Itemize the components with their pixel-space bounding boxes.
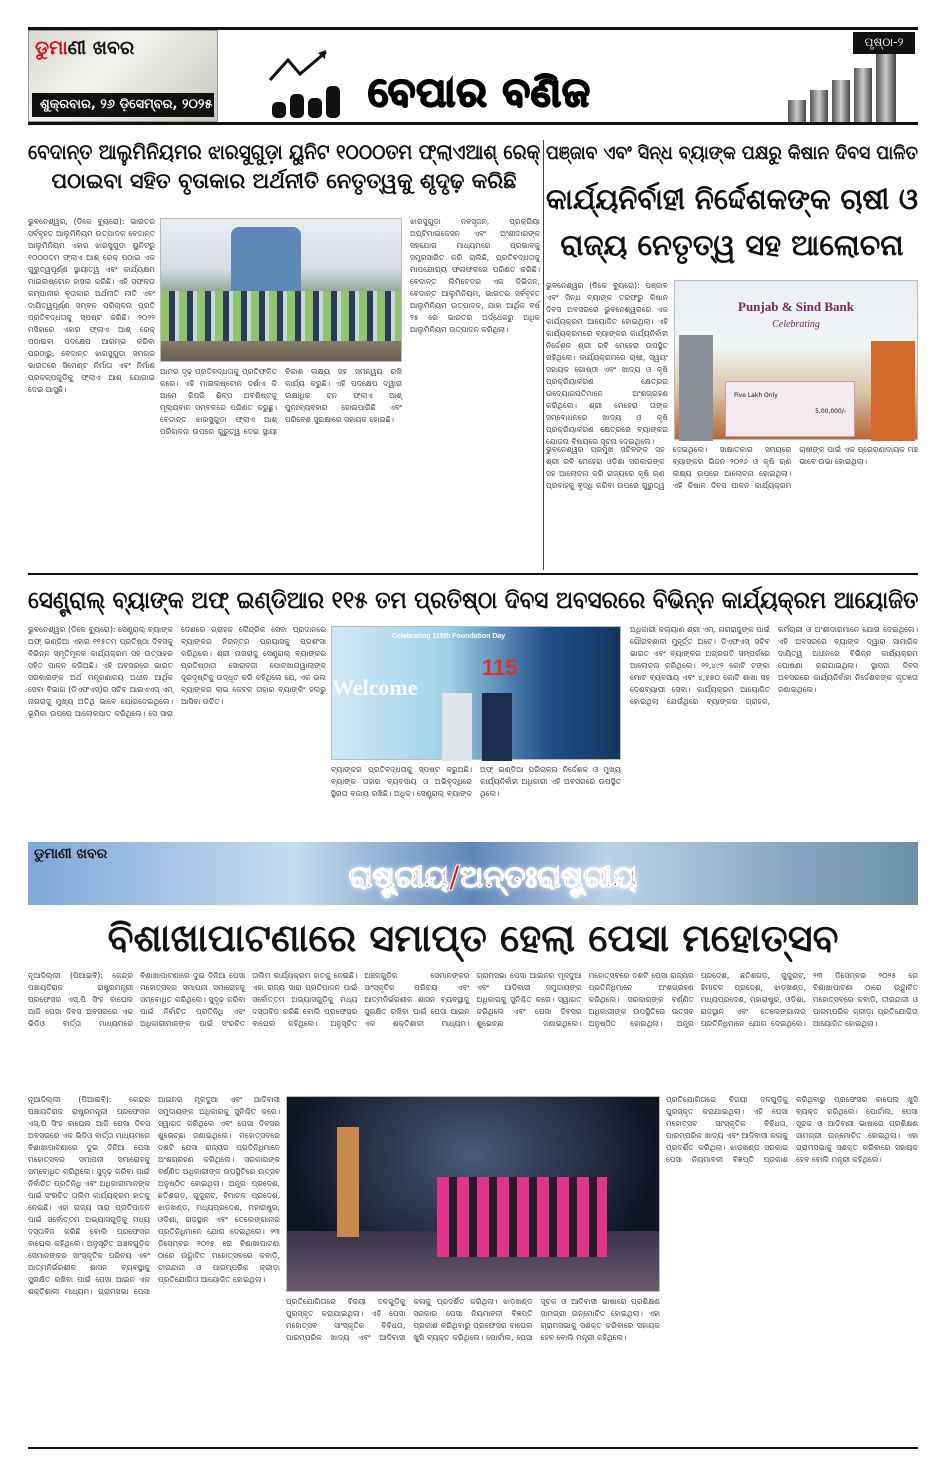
masthead-brand-box — [28, 30, 218, 122]
pesa-article-body-right: ପ୍ରତିଯୋଗିତାରେ ବିଜୟୀ ଦଳଗୁଡ଼ିକୁ ପୁରସ୍କୃତ କରାଯାଇଥିଲା। ଏହି ପେସା ମହୋତ୍ସବ ସାଂସ୍କୃତିକ ବିବିଧତା, ପାରମ୍ପରିକ ଖାଦ୍ୟ ଏବଂ ଆଦିବାସୀ କଳାକୁ ପ୍ରଦର୍ଶିତ କରିଥିଲା। ଝାଡ଼ଖଣ୍ଡ ସରକାର ପେସା ନିୟମାବଳୀ ବିଜ୍ଞପ୍ତି ପ୍ରକାଶ କରିଥିବାରୁ ପ୍ରଫେସର ବାଘେଲ ଖୁସି ବ୍ୟକ୍ତ କରିଥିଲେ। ପୋର୍ଟାଲ, ପେସା ସୂଚକ ଓ ଆଦିବାସୀ ଭାଷାରେ ପ୍ରଶିକ୍ଷଣ ସାମଗ୍ରୀ ଉନ୍ମୋଚିତ ହୋଇଥିଲା। ଏହା ଗ୍ରାମସଭାକୁ ସଶକ୍ତ କରିବାରେ ସହାୟକ ହେବ ବୋଲି ମନ୍ତ୍ରୀ କହିଥିଲେ। — [666, 1095, 918, 1164]
article-cbi-body-left: ଭୁବନେଶ୍ୱର (ଡିକେ ବ୍ୟୁରୋ): ସେଣ୍ଟ୍ରାଲ୍ ବ୍ୟାଙ୍କ ଅଫ୍ ଇଣ୍ଡିଆ ଏହାର ୧୧୫ତମ ପ୍ରତିଷ୍ଠା ଦିବସକୁ ବିଭିନ୍ନ ସ୍ମୃତିମୂଳକ କାର୍ଯ୍ୟକ୍ରମ ସହ ଉତ୍ସାହର ସହିତ ପାଳନ କରିଅଛି। ଏହି ଅବସରରେ ଭାରତ ସରକାରଙ୍କ ଅର୍ଥ ମନ୍ତ୍ରଣାଳୟ ଅଧୀନ ଆର୍ଥିକ ସେବା ବିଭାଗ (ଡିଏଫଏସ୍)ର ସଚିବ ଆଇଏଏସ୍ ଏମ୍ ନାଗରାଜୁ ମୁଖ୍ୟ ଅତିଥି ଭାବେ ଯୋଗଦେଇଥିଲେ। ଭୂମିକା ଉପରେ ଆଲୋକପାତ କରିଥିଲେ। ସେ ସାରା ଦେଶରେ ଗ୍ରାହକ କୈନ୍ଦ୍ରିକ ସେବା ପ୍ରଦାନରେ ବ୍ୟାଙ୍କର ନିରନ୍ତର ପ୍ରୟାସକୁ ପ୍ରଶଂସା କରିଥିଲେ। ଶ୍ରୀ ନାଗରାଜୁ ସେଣ୍ଟ୍ରାଲ୍ ବ୍ୟାଙ୍କର ପ୍ରତିଷ୍ଠାତା ସୋରାବଜୀ ପୋଚଖାନାୱାଲାଙ୍କ ଦୂରଦୃଷ୍ଟିକୁ ଉଦ୍ଧୃତ କରି କହିଥିଲେ ଯେ, ଏକ ଭଲ ବ୍ୟାଙ୍କର ଲାଭ କେବଳ ତାହାର ବ୍ୟାଙ୍କିଂ ହଲରୁ ଆସିବା ଉଚିତ। — [28, 625, 326, 718]
article-psb-photo: Punjab & Sind Bank Celebrating Five Lakh Only 5,00,000/- — [674, 280, 918, 440]
dancers-shape — [437, 1177, 607, 1257]
cheque-board: Five Lakh Only 5,00,000/- — [725, 381, 855, 437]
person-shape — [679, 335, 713, 441]
national-section-banner: ଡୁମାଣୀ ଖବର ରାଷ୍ଟ୍ରୀୟ/ଅନ୍ତଃରାଷ୍ଟ୍ରୀୟ — [28, 842, 918, 905]
article-vedanta-photo — [160, 218, 402, 362]
pesa-festival-photo — [286, 1096, 660, 1292]
page-number-tag: ପୃଷ୍ଠା-୨ — [853, 32, 915, 54]
article-vedanta-headline: ବେଦାନ୍ତ ଆଲୁମିନିୟମର ଝାରସୁଗୁଡ଼ା ୟୁନିଟ ୧୦୦୦ତମ ଫ୍ଲାଏଆଶ୍ ରେକ୍ ପଠାଇବା ସହିତ ବୃତାକାର ଅର୍ଥନୀତି ନେତୃତ୍ୱକୁ ଶୃଦୃଢ଼ କରିଛି — [28, 140, 541, 194]
section-title: ବେପାର ବଣିଜ — [368, 70, 591, 116]
article-vedanta-body-under: ଆମର ଦୃଢ଼ ପ୍ରତିବଦ୍ଧତାକୁ ପ୍ରତିଫଳିତ କରେ। ଏହି ମାଇଲଷ୍ଟୋନ ଦର୍ଶାଏ କି ଆମେ କିପରି ଶିଳ୍ପ ଅବଶିଷ୍ଟକୁ ମୂଲ୍ୟବାନ ସମ୍ବଳରେ ପରିଣତ କରୁଛୁ। ବେଦାନ୍ତ ଝାରସୁଗୁଡ଼ା ଫ୍ଲାଏ ଆଶ୍ ପରିଚାଳନା ଉପରେ ଗୁରୁତ୍ୱ ଦେଇ ସ୍ଥାୟୀ ବିକାଶ ଲକ୍ଷ୍ୟ ସହ ସମନ୍ୱୟ ରଖି କାର୍ଯ୍ୟ କରୁଛି। ଏହି ପଦକ୍ଷେପ ଦ୍ୱାରା ଲକ୍ଷାଧିକ ଟନ ଫ୍ଲାଏ ଆଶ୍ ପୁନଃବ୍ୟବହାର ହୋଇପାରିଛି ଏବଂ ପରିବେଶ ସୁରକ୍ଷାରେ ସହାୟକ ହୋଇଛି। — [160, 367, 402, 436]
person-shape — [482, 693, 512, 761]
article-psb-headline-kicker: ପଞ୍ଜାବ ଏବଂ ସିନ୍ଧ ବ୍ୟାଙ୍କ ପକ୍ଷରୁ କିଷାନ ଦିବସ ପାଳିତ — [546, 142, 918, 164]
bottom-rule — [28, 1447, 918, 1449]
pesa-article-body-under: ପ୍ରତିଯୋଗିତାରେ ବିଜୟୀ ଦଳଗୁଡ଼ିକୁ ପୁରସ୍କୃତ କରାଯାଇଥିଲା। ଏହି ପେସା ମହୋତ୍ସବ ସାଂସ୍କୃତିକ ବିବିଧତା, ପାରମ୍ପରିକ ଖାଦ୍ୟ ଏବଂ ଆଦିବାସୀ କଳାକୁ ପ୍ରଦର୍ଶିତ କରିଥିଲା। ଝାଡ଼ଖଣ୍ଡ ସରକାର ପେସା ନିୟମାବଳୀ ବିଜ୍ଞପ୍ତି ପ୍ରକାଶ କରିଥିବାରୁ ପ୍ରଫେସର ବାଘେଲ ଖୁସି ବ୍ୟକ୍ତ କରିଥିଲେ। ପୋର୍ଟାଲ, ପେସା ସୂଚକ ଓ ଆଦିବାସୀ ଭାଷାରେ ପ୍ରଶିକ୍ଷଣ ସାମଗ୍ରୀ ଉନ୍ମୋଚିତ ହୋଇଥିଲା। ଏହା ଗ୍ରାମସଭାକୁ ସଶକ୍ତ କରିବାରେ ସହାୟକ ହେବ ବୋଲି ମନ୍ତ୍ରୀ କହିଥିଲେ। — [286, 1297, 660, 1342]
article-vedanta-body-left: ଭୁବନେଶ୍ୱର, (ଡିକେ ବ୍ୟୁରୋ): ଭାରତର ସର୍ବବୃହତ ଆଲୁମିନିୟମ ଉତ୍ପାଦକ ବେଦାନ୍ତ ଆଲୁମିନିୟମ ଏହାର ଝାରସୁଗୁଡ଼ା ୟୁନିଟରୁ ୧୦୦୦ତମ ଫ୍ଲାଏ ଆଶ୍ ରେକ୍ ପଠାଇ ଏକ ଗୁରୁତ୍ୱପୂର୍ଣ୍ଣ ସ୍ଥାୟୀତ୍ୱ ଏବଂ କାର୍ଯ୍ୟକ୍ଷମ ମାଇଲଷ୍ଟୋନ ହାସଲ କରିଛି। ଏହି ସଫଳତା କମ୍ପାନୀର ବୃତାକାର ଅର୍ଥନୀତି ନୀତି ଏବଂ ଦାୟିତ୍ୱପୂର୍ଣ୍ଣ ସମ୍ବଳ ପରିଚାଳନା ପ୍ରତି ପ୍ରତିବଦ୍ଧତାକୁ ସ୍ପଷ୍ଟ କରିଛି। ୨୦୨୨ ମସିହାରେ ଏହାର ଫ୍ଲାଏ ଆଶ୍ ରେକ୍ ପଠାଇବା ପଦକ୍ଷେପ ଆରମ୍ଭ କରିବା ପରଠାରୁ, ବେଦାନ୍ତ ଝାରସୁଗୁଡ଼ା ସମଗ୍ର ଭାରତରେ ସିମେଣ୍ଟ ନିର୍ମାତା ଏବଂ ନିର୍ମାଣ ପ୍ରକଳ୍ପଗୁଡ଼ିକୁ ଫ୍ଲାଏ ଆଶ୍ ଯୋଗାଇ ଦେଇ ଆସୁଛି। — [28, 217, 155, 394]
article-cbi-body-right: ଅଧିକାରୀ କଲ୍ୟାଣ ଶ୍ରୀ ଏମ୍. ନାଗରାଜୁଙ୍କ ପାଇଁ ଗୌରବଶାଳୀ ମୁହୂର୍ତ୍ତ ଅଟେ। ଡିଏଫଏସ୍ ସଚିବ ଭାରତ ଏବଂ ବ୍ୟାଙ୍କର ଅଗ୍ରଗତି ସମ୍ପର୍କରେ ଆଲୋଚନା କରିଥିଲେ। ୨୨,୪୯୨ କୋଟି ଟଙ୍କା ମୋଟ ବ୍ୟବସାୟ ଏବଂ ୪,୫୭୦ କୋଟି ଶାଖା ସହ ଦେଶବ୍ୟାପୀ ସେବା। କାର୍ଯ୍ୟକ୍ରମ ଆୟୋଜିତ ହୋଇଥିଲା ଯେଉଁଥିରେ ବ୍ୟାଙ୍କର ଗ୍ରାହକ, କର୍ମଚାରୀ ଓ ଅଂଶୀଦାରମାନେ ଯୋଗ ଦେଇଥିଲେ। ଏହି ଅବସରରେ ବ୍ୟାଙ୍କ ଦ୍ୱାରା ସାମାଜିକ ଦାୟିତ୍ୱ ଅଧୀନରେ ବିଭିନ୍ନ କାର୍ଯ୍ୟକ୍ରମ ଘୋଷଣା କରାଯାଇଥିଲା। ସ୍ଥାପନା ଦିବସ ଅବସରରେ କାର୍ଯ୍ୟନିର୍ବାହୀ ନିର୍ଦ୍ଦେଶକଙ୍କ କୃତଜ୍ଞତା ଜଣାଇଥିଲେ। — [630, 625, 918, 706]
locomotive-shape — [231, 227, 301, 297]
crowd-shape — [161, 291, 401, 341]
article-cbi-photo: Celebrating 115th Foundation Day Welcome 115 — [331, 626, 621, 760]
article-psb-headline: କାର୍ଯ୍ୟନିର୍ବାହୀ ନିର୍ଦ୍ଦେଶକଙ୍କ ଚାଷୀ ଓ ରାଜ୍ୟ ନେତୃତ୍ୱ ସହ ଆଲୋଚନା — [546, 182, 918, 262]
article-psb-body-left: ଭୁବନେଶ୍ୱର (ଡିକେ ବ୍ୟୁରୋ): ପଞ୍ଜାବ ଏବଂ ସିନ୍ଧ ବ୍ୟାଙ୍କ ତରଫରୁ କିଷାନ ଦିବସ ଅବସରରେ ଭୁବନେଶ୍ୱରରେ ଏକ କାର୍ଯ୍ୟକ୍ରମ ଆୟୋଜିତ ହୋଇଥିଲା। ଏହି କାର୍ଯ୍ୟକ୍ରମରେ ବ୍ୟାଙ୍କର କାର୍ଯ୍ୟନିର୍ବାହୀ ନିର୍ଦ୍ଦେଶକ ଶ୍ରୀ ରବି ମେହେରା ଉପସ୍ଥିତ ରହିଥିଲେ। କାର୍ଯ୍ୟକ୍ରମରେ ଚାଷୀ, ସ୍ୱୟଂ ସହାୟକ ଗୋଷ୍ଠୀ ଏବଂ ଖାଦ୍ୟ ଓ କୃଷି ପ୍ରକ୍ରିୟାକରଣ କ୍ଷେତ୍ରର ଉଦ୍ୟୋଗପତିମାନେ ଅଂଶଗ୍ରହଣ କରିଥିଲେ। ଶ୍ରୀ ମେହେରା ତାଙ୍କ ସମ୍ବୋଧନରେ ଖାଦ୍ୟ ଓ କୃଷି ପ୍ରକ୍ରିୟାକରଣ କ୍ଷେତ୍ରରେ ବ୍ୟାଙ୍କର ଯୋଜନା ବିଷୟରେ ସୂଚନା ଦେଇଥିଲେ। — [546, 281, 668, 446]
person-shape — [442, 693, 472, 761]
pesa-article-body-left: ନୂଆଦିଲ୍ଲୀ (ପିଆଇବି): କେନ୍ଦ୍ର ପଞ୍ଚାୟତିରାଜ ରାଷ୍ଟ୍ରମନ୍ତ୍ରୀ ପ୍ରଫେସର ଏସ୍.ପି ସିଂହ ବାଘେଲ ଆଜି ପେସା ଦିବସ ଅବସରରେ ଏକ ଭିଡିଓ ବାର୍ତ୍ତା ମାଧ୍ୟମରେ ବିଶାଖାପାଟଣାରେ ଦୁଇ ଦିନିଆ ପେସା ମହୋତ୍ସବର ସମାପନୀ ସମାରୋହକୁ ସମ୍ବୋଧିତ କରିଥିଲେ। ସୁଦୃଢ଼ କରିବା ପାଇଁ ନିର୍ବାଚିତ ପ୍ରତିନିଧି ଏବଂ ଅଧିକାରୀମାନଙ୍କ ପାଇଁ ସଂରଚିତ ତାଲିମ କାର୍ଯ୍ୟକ୍ରମ ହାତକୁ ନେଇଛି। ଏହା ରାଜ୍ୟ ସାରା ପ୍ରତିପାଦନ ପାଇଁ ସର୍ବୋତ୍ତମ ଅଭ୍ୟାସଗୁଡ଼ିକୁ ମଧ୍ୟ ଦସ୍ତାବିଜ କରିଛି ବୋଲି ପ୍ରଫେସର ବାଘେଲ କହିଥିଲେ। ଅନୁସୂଚିତ ଅଞ୍ଚଳଗୁଡ଼ିକ ସେମାନଙ୍କର ସାଂସ୍କୃତିକ ପରିଚୟ ଏବଂ ଆତ୍ମନିର୍ଭରଶୀଳ ଶାସନ ବ୍ୟବସ୍ଥାକୁ ସୁରକ୍ଷିତ ରଖିବା ପାଇଁ ପେସା ଆଇନ ଏକ ଶକ୍ତିଶାଳୀ ମାଧ୍ୟମ। ଗ୍ରାମସଭା ପେସା ଆଇନର ମୂଳଦୁଆ ଏବଂ ଆଦିବାସୀ ସମୁଦାୟଙ୍କ ଅଧିକାରକୁ ସୁନିଶ୍ଚିତ କରେ। ସ୍ୱାଗତ କରିଥିଲେ ଏବଂ ପେସା ଦିବସର ଶୁଭେଚ୍ଛା ଜଣାଇଥିଲେ। ମହୋତ୍ସବରେ ଦଶଟି ପେସା ରାଜ୍ୟର ପ୍ରତିନିଧିମାନେ ଅଂଶଗ୍ରହଣ କରିଥିଲେ। ସରକାରଙ୍କ ବର୍ଣ୍ଣିତ ଅଧିକାରୀଙ୍କ ଉପସ୍ଥିତିରେ ଉତ୍ସବ ଅନୁଷ୍ଠିତ ହୋଇଥିଲା। ଅନ୍ଧ୍ର ପ୍ରଦେଶ, ଛତିଶଗଡ଼, ଗୁଜୁରାଟ, ହିମାଚଳ ପ୍ରଦେଶ, ଝାଡ଼ଖଣ୍ଡ, ମଧ୍ୟପ୍ରଦେଶ, ମହାରାଷ୍ଟ୍ର, ଓଡ଼ିଶା, ରାଜସ୍ଥାନ ଏବଂ ତେଲେଙ୍ଗାନାର ପ୍ରତିନିଧିମାନେ ଯୋଗ ଦେଇଥିଲେ। ୨୩ ଡିସେମ୍ବର ୨୦୨୫ ରେ ବିଶାଖାପାଟଣା ଠାରେ ଉଦ୍ଘାଟିତ ମହୋତ୍ସବରେ କବାଡ଼ି, ତୀରନ୍ଦାଜୀ ଓ ପାରମ୍ପରିକ କ୍ରୀଡ଼ା ପ୍ରତିଯୋଗିତା ଆୟୋଜିତ ହୋଇଥିଲା। — [28, 1095, 280, 1296]
masthead-bottom-rule — [28, 122, 918, 125]
section-rule — [28, 573, 918, 575]
article-cbi-headline: ସେଣ୍ଟ୍ରାଲ୍ ବ୍ୟାଙ୍କ ଅଫ୍ ଇଣ୍ଡିଆର ୧୧୫ ତମ ପ୍ରତିଷ୍ଠା ଦିବସ ଅବସରରେ ବିଭିନ୍ନ କାର୍ଯ୍ୟକ୍ରମ ଆୟୋଜିତ — [28, 586, 919, 614]
article-cbi-body-under: ବ୍ୟାଙ୍କର ପ୍ରତିବଦ୍ଧତାକୁ ସ୍ପଷ୍ଟ କରୁଅଛି। ବ୍ୟାଙ୍କ ତାହାର ବ୍ୟବସାୟ ଓ ଅଭିବୃଦ୍ଧିରେ ସ୍ଥିରତା ବଜାୟ ରଖିଛି। ଅଧିକ। ସେଣ୍ଟ୍ରାଲ୍ ବ୍ୟାଙ୍କ ଅଫ୍ ଇଣ୍ଡିଆ ପରିଚାଳନା ନିର୍ଦ୍ଦେଶକ ଓ ମୁଖ୍ୟ କାର୍ଯ୍ୟନିର୍ବାହୀ ଅଧିକାରୀ ଏହି ଅବସରରେ ଉପସ୍ଥିତ ଥିଲେ। — [331, 765, 621, 798]
national-section-title: ରାଷ୍ଟ୍ରୀୟ/ଅନ୍ତଃରାଷ୍ଟ୍ରୀୟ — [348, 860, 638, 895]
pesa-article-body-top: ନୂଆଦିଲ୍ଲୀ (ପିଆଇବି): କେନ୍ଦ୍ର ପଞ୍ଚାୟତିରାଜ ରାଷ୍ଟ୍ରମନ୍ତ୍ରୀ ପ୍ରଫେସର ଏସ୍.ପି ସିଂହ ବାଘେଲ ଆଜି ପେସା ଦିବସ ଅବସରରେ ଏକ ଭିଡିଓ ବାର୍ତ୍ତା ମାଧ୍ୟମରେ ବିଶାଖାପାଟଣାରେ ଦୁଇ ଦିନିଆ ପେସା ମହୋତ୍ସବର ସମାପନୀ ସମାରୋହକୁ ସମ୍ବୋଧିତ କରିଥିଲେ। ସୁଦୃଢ଼ କରିବା ପାଇଁ ନିର୍ବାଚିତ ପ୍ରତିନିଧି ଏବଂ ଅଧିକାରୀମାନଙ୍କ ପାଇଁ ସଂରଚିତ ତାଲିମ କାର୍ଯ୍ୟକ୍ରମ ହାତକୁ ନେଇଛି। ଏହା ରାଜ୍ୟ ସାରା ପ୍ରତିପାଦନ ପାଇଁ ସର୍ବୋତ୍ତମ ଅଭ୍ୟାସଗୁଡ଼ିକୁ ମଧ୍ୟ ଦସ୍ତାବିଜ କରିଛି ବୋଲି ପ୍ରଫେସର ବାଘେଲ କହିଥିଲେ। ଅନୁସୂଚିତ ଅଞ୍ଚଳଗୁଡ଼ିକ ସେମାନଙ୍କର ସାଂସ୍କୃତିକ ପରିଚୟ ଏବଂ ଆତ୍ମନିର୍ଭରଶୀଳ ଶାସନ ବ୍ୟବସ୍ଥାକୁ ସୁରକ୍ଷିତ ରଖିବା ପାଇଁ ପେସା ଆଇନ ଏକ ଶକ୍ତିଶାଳୀ ମାଧ୍ୟମ। ଗ୍ରାମସଭା ପେସା ଆଇନର ମୂଳଦୁଆ ଏବଂ ଆଦିବାସୀ ସମୁଦାୟଙ୍କ ଅଧିକାରକୁ ସୁନିଶ୍ଚିତ କରେ। ସ୍ୱାଗତ କରିଥିଲେ ଏବଂ ପେସା ଦିବସର ଶୁଭେଚ୍ଛା ଜଣାଇଥିଲେ। ମହୋତ୍ସବରେ ଦଶଟି ପେସା ରାଜ୍ୟର ପ୍ରତିନିଧିମାନେ ଅଂଶଗ୍ରହଣ କରିଥିଲେ। ସରକାରଙ୍କ ବର୍ଣ୍ଣିତ ଅଧିକାରୀଙ୍କ ଉପସ୍ଥିତିରେ ଉତ୍ସବ ଅନୁଷ୍ଠିତ ହୋଇଥିଲା। ଅନ୍ଧ୍ର ପ୍ରଦେଶ, ଛତିଶଗଡ଼, ଗୁଜୁରାଟ, ହିମାଚଳ ପ୍ରଦେଶ, ଝାଡ଼ଖଣ୍ଡ, ମଧ୍ୟପ୍ରଦେଶ, ମହାରାଷ୍ଟ୍ର, ଓଡ଼ିଶା, ରାଜସ୍ଥାନ ଏବଂ ତେଲେଙ୍ଗାନାର ପ୍ରତିନିଧିମାନେ ଯୋଗ ଦେଇଥିଲେ। ୨୩ ଡିସେମ୍ବର ୨୦୨୫ ରେ ବିଶାଖାପାଟଣା ଠାରେ ଉଦ୍ଘାଟିତ ମହୋତ୍ସବରେ କବାଡ଼ି, ତୀରନ୍ଦାଜୀ ଓ ପାରମ୍ପରିକ କ୍ରୀଡ଼ା ପ୍ରତିଯୋଗିତା ଆୟୋଜିତ ହୋଇଥିଲା। — [28, 971, 918, 1028]
rising-chart-coins-icon — [268, 50, 358, 120]
person-shape — [871, 341, 915, 441]
column-divider — [543, 140, 544, 570]
issue-date: ଶୁକ୍ରବାର, ୨୬ ଡ଼ିସେମ୍ବର, ୨୦୨୫ — [32, 93, 214, 117]
pesa-article-headline: ବିଶାଖାପାଟଣାରେ ସମାପ୍ତ ହେଲା ପେସା ମହୋତ୍ସବ — [107, 916, 839, 960]
performer-shape — [337, 1127, 359, 1237]
article-psb-body-under: ଭୁବନେଶ୍ୱର ପ୍ରମୁଖ ସଚିବଙ୍କ ସହ ଶ୍ରୀ ରବି ମେହେରା ଓଡ଼ିଶା ସରକାରଙ୍କ ସହ ଆଲୋଚନା କରି ରାଜ୍ୟରେ କୃଷି ଋଣ ପ୍ରବାହକୁ ବୃଦ୍ଧି କରିବା ଉପରେ ଗୁରୁତ୍ୱ ଦେଇଥିଲେ। ସାକ୍ଷାତକାର ସମୟରେ ବ୍ୟାଙ୍କର ଭିଜନ ୨୦୨୬ ଓ କୃଷି ଋଣ ଲକ୍ଷ୍ୟ ଉପରେ ଆଲୋଚନା ହୋଇଥିଲା। ଏହି କିଷାନ ଦିବସ ପାଳନ କାର୍ଯ୍ୟକ୍ରମ ଚାଷୀଙ୍କ ପାଇଁ ଏକ ପ୍ରେରଣାଦାୟକ ମଞ୍ଚ ଭାବେ ଉଭା ହୋଇଥିଲା। — [546, 445, 918, 490]
brand-logo: ଡୁମାଣୀ ଖବର — [35, 37, 135, 59]
article-vedanta-body-right: ଝାରସୁଗୁଡ଼ା ନବସୃଜନ, ପ୍ରକ୍ରିୟା ଅପ୍ଟିମାଇଜେସନ ଏବଂ ଅଂଶୀଦାରଙ୍କ ସହଯୋଗ ମାଧ୍ୟମରେ ପ୍ରଭାବକୁ ସମ୍ପ୍ରସାରିତ କରି ଚାଲିଛି, ପ୍ରତିବଦ୍ଧତାକୁ ମାପଯୋଗ୍ୟ ଫଳାଫଳରେ ପରିଣତ କରିଛି। ବେଦାନ୍ତ ଲିମିଟେଡର ଏକ ଡିଭିଜନ, ବେଦାନ୍ତ ଆଲୁମିନିୟମ, ଭାରତର ସର୍ବବୃହତ ଆଲୁମିନିୟମ ଉତ୍ପାଦକ, ଯାହା ଆର୍ଥିକ ବର୍ଷ ୨୫ ରେ ଭାରତର ଅର୍ଦ୍ଧେକରୁ ଅଧିକ ଆଲୁମିନିୟମ ଉତ୍ପାଦନ କରିଥିଲା। — [410, 217, 540, 334]
